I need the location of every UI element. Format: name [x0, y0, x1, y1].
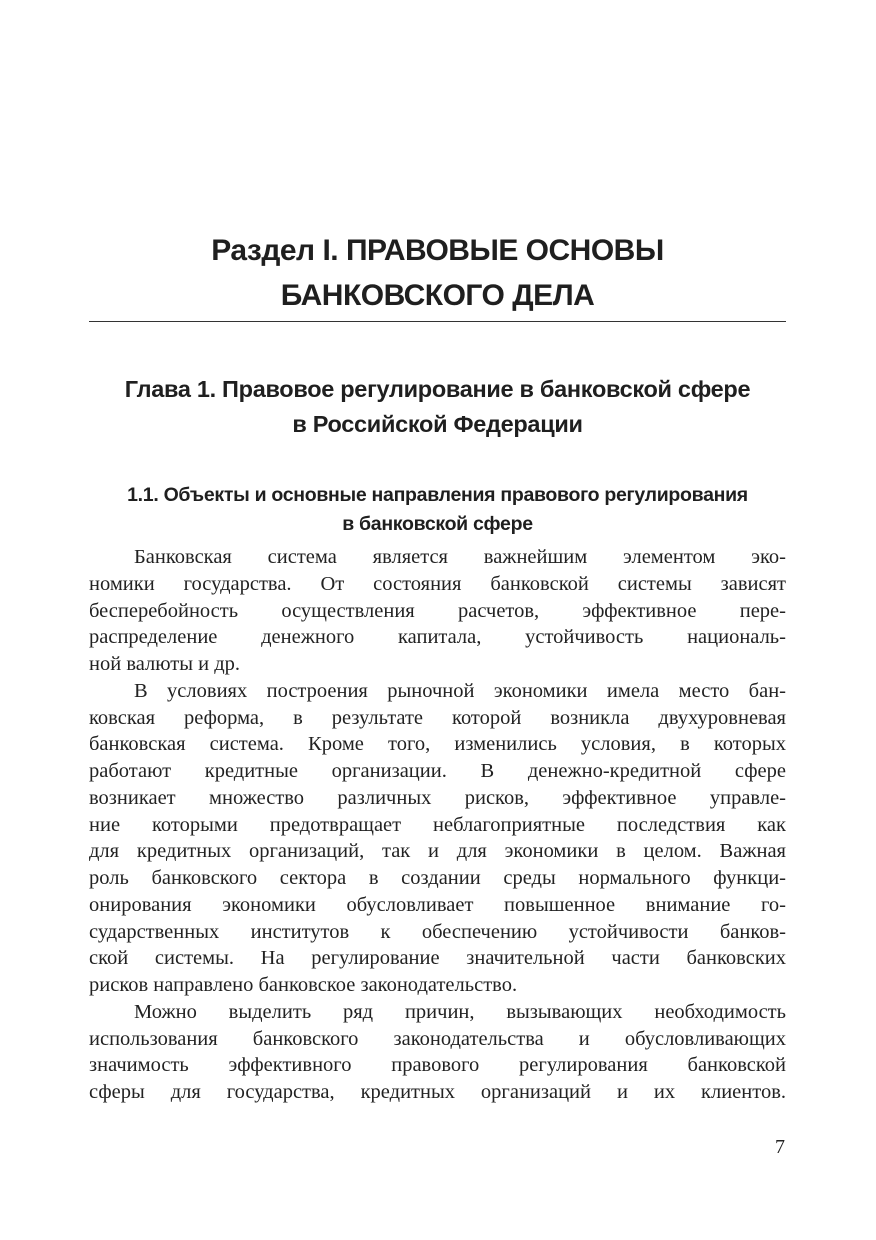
- section-title: [89, 481, 786, 539]
- text-line: распределение денежного капитала, устойчивость националь-: [89, 626, 786, 649]
- title-divider: [89, 321, 786, 322]
- text-line: банковская система. Кроме того, изменились условия, в которых: [89, 733, 786, 756]
- text-line: значимость эффективного правового регулирования банковской: [89, 1054, 786, 1077]
- text-line: ние которыми предотвращает неблагоприятные последствия как: [89, 813, 786, 836]
- section-title-line: в банковской сфере: [342, 513, 533, 535]
- chapter-title-line: Глава 1. Правовое регулирование в банковской сфере: [124, 376, 751, 402]
- text-line: В условиях построения рыночной экономики имела место бан-: [134, 679, 786, 702]
- text-line: роль банковского сектора в создании среды нормального функци-: [89, 867, 786, 889]
- text-line: ной валюты и др.: [89, 653, 241, 675]
- text-line: Можно выделить ряд причин, вызывающих необходимость: [134, 1000, 786, 1023]
- paragraph-2: [89, 678, 786, 999]
- chapter-title-line: в Российской Федерации: [292, 411, 583, 437]
- text-line: для кредитных организаций, так и для экономики в целом. Важная: [89, 840, 786, 863]
- part-title-line: Раздел I. ПРАВОВЫЕ ОСНОВЫ: [211, 234, 664, 267]
- paragraph-3: [89, 999, 786, 1106]
- section-title-line: 1.1. Объекты и основные направления правового регулирования: [127, 484, 748, 506]
- page-number: 7: [775, 1136, 785, 1158]
- text-line: онирования экономики обусловливает повышенное внимание го-: [89, 893, 786, 916]
- text-line: номики государства. От состояния банковской системы зависят: [89, 572, 786, 595]
- text-line: ковская реформа, в результате которой возникла двухуровневая: [89, 706, 786, 729]
- text-line: Банковская система является важнейшим элементом эко-: [134, 546, 786, 568]
- body-text: [89, 544, 786, 1106]
- text-line: работают кредитные организации. В денежно-кредитной сфере: [89, 760, 786, 782]
- text-line: рисков направлено банковское законодательство.: [89, 974, 518, 996]
- text-line: возникает множество различных рисков, эффективное управле-: [89, 786, 786, 809]
- text-line: использования банковского законодательства и обусловливающих: [89, 1027, 786, 1050]
- paragraph-1: [89, 544, 786, 678]
- part-title: [89, 228, 786, 318]
- text-line: бесперебойность осуществления расчетов, эффективное пере-: [89, 599, 786, 622]
- text-line: сударственных институтов к обеспечению устойчивости банков-: [89, 920, 786, 943]
- text-line: сферы для государства, кредитных организаций и их клиентов.: [89, 1081, 786, 1103]
- text-line: ской системы. На регулирование значительной части банковских: [89, 947, 786, 970]
- part-title-line: БАНКОВСКОГО ДЕЛА: [280, 279, 595, 312]
- chapter-title: [89, 372, 786, 442]
